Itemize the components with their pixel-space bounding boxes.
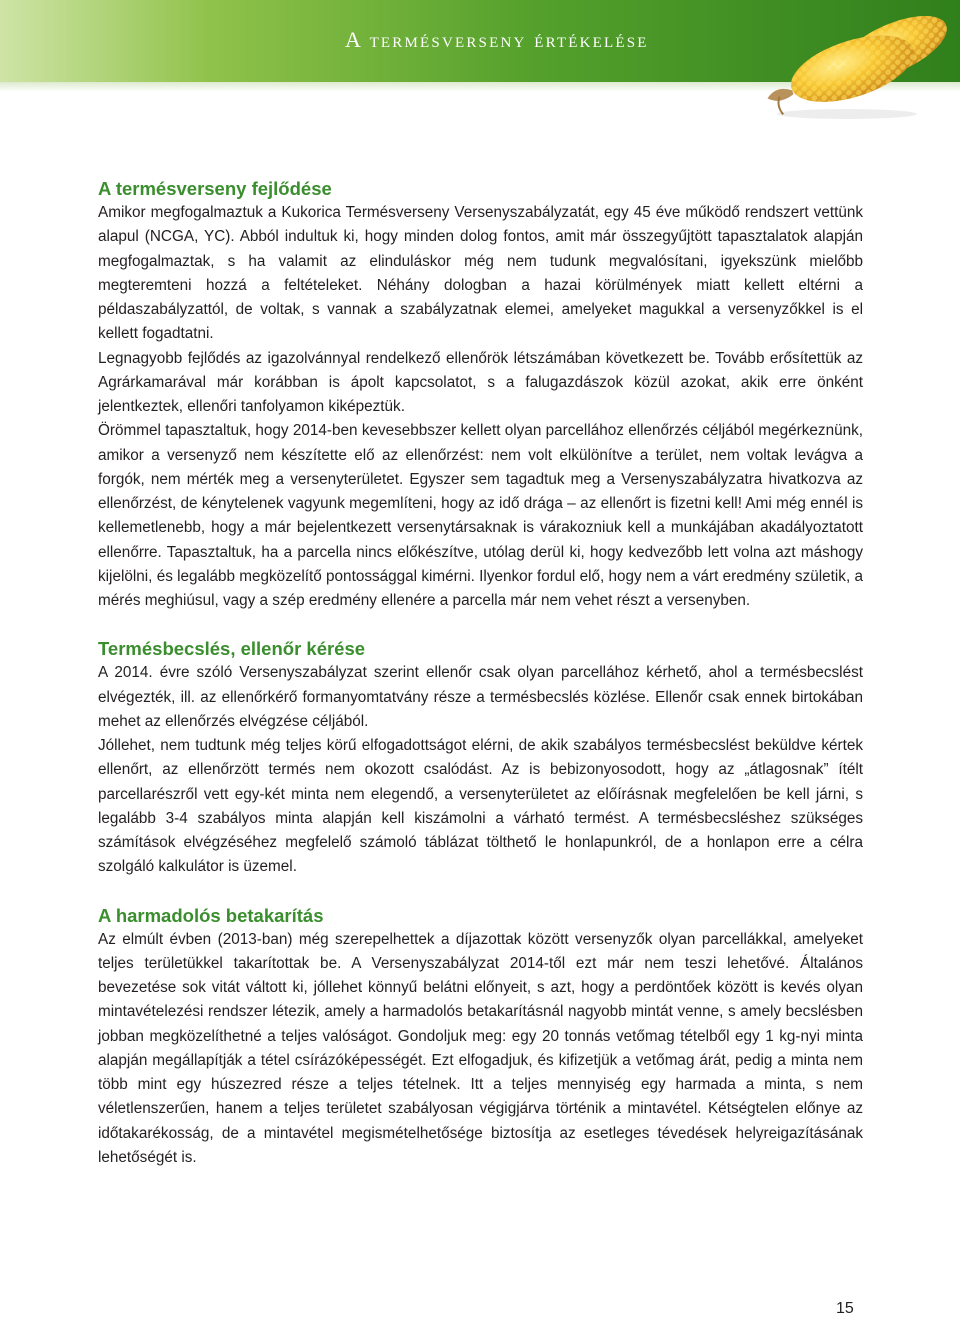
paragraph: Amikor megfogalmaztuk a Kukorica Termésverseny Versenyszabályzatát, egy 45 éve működő rendszert vettünk alapul (NCGA, YC). Abból indultuk ki, hogy minden dolog fontos, amit már összegyűjtött tapasztalatok alapján megfogalmaztak, s ha valamit az elinduláskor még nem tudunk megvalósítani, igyekszünk mielőbb megteremteni hozzá a feltételeket. Néhány dologban a hazai körülmények miatt kellett eltérni a példaszabályzattól, de voltak, s vannak a szabályzatnak elemei, amelyeket magukkal a versenyzőkkel is el kellett fogadtatni. (98, 204, 863, 343)
paragraph: Örömmel tapasztaltuk, hogy 2014-ben kevesebbszer kellett olyan parcellához ellenőrzés céljából megérkeznünk, amikor a versenyző nem készítette elő az ellenőrzést: nem volt elkülönítve a terület, nem voltak levágva a forgók, nem mérték meg a versenyterületet. Egyszer sem tagadtuk meg a Versenyszabályzatra hivatkozva az ellenőrzést, de kénytelenek vagyunk megemlíteni, hogy az idő drága – az ellenőrt is fizetni kell! Ami még ennél is kellemetlenebb, hogy a már bejelentkezett versenytársaknak is várakozniuk kell a munkájában akadályoztatott ellenőrre. Tapasztaltuk, ha a parcella nincs előkészítve, utólag derül ki, hogy kedvezőbb lett volna azt máshogy kijelölni, és legalább megközelítő pontossággal kimérni. Ilyenkor fordul elő, hogy nem a várt eredmény születik, a mérés meghiúsul, vagy a szép eredmény ellenére a parcella már nem vehet részt a versenyben. (98, 422, 863, 609)
section-heading-fejlodes: A termésverseny fejlődése (98, 178, 332, 199)
section-gap (98, 880, 863, 903)
section-gap (98, 613, 863, 636)
section-heading-termesbecsles: Termésbecslés, ellenőr kérése (98, 638, 366, 660)
paragraph: Jóllehet, nem tudtunk még teljes körű elfogadottságot elérni, de akik szabályos termésbecslést beküldve kértek ellenőrt, az ellenőrzött termés nem okozott csalódást. Az is bebizonyosodott, hogy az „átlagosnak” ítélt parcellarészről vett egy-két minta nem elegendő, a versenyterületet az előírásnak megfelelően be kell járni, s legalább 3-4 szabályos minta alapján kell kiszámolni a várható termést. A termésbecsléshez szükséges számítások elvégzéséhez megfelelő számoló táblázat tölthető le honlapunkról, de a honlapon erre a célra szolgáló kalkulátor is üzemel. (98, 737, 863, 876)
running-header-title: A termésverseny értékelése (345, 27, 649, 52)
paragraph: Az elmúlt évben (2013-ban) még szerepelhettek a díjazottak között versenyzők olyan parcellákkal, amelyeket teljes területükkel takarítottak be. A Versenyszabályzat 2014-től ezt már nem teszi lehetővé. Általános bevezetése sok vitát váltott ki, jóllehet könnyű belátni előnyeit, s azt, hogy a perdöntőek között is kevés olyan mintavételezési rendszer létezik, amely a harmadolós betakarításnál nagyobb mintát venne, s amely becslésben jobban megközelíthetné a teljes valóságot. Gondoljuk meg: egy 20 tonnás vetőmag tételből egy 1 kg-nyi minta alapján megállapítják a tétel csírázóképességét. Ezt elfogadjuk, és kifizetjük a vetőmag árát, pedig a minta nem több mint egy húszezred része a teljes tételnek. Itt a teljes mennyiség egy harmada a minta, s nem véletlenszerűen, hanem a teljes területet szabályosan végigjárva történik a mintavétel. Kétségtelen előnye az időtakarékosság, de a mintavétel megismételhetősége biztosítja az esetleges tévedések helyreigazításának lehetőségét is. (98, 930, 863, 1166)
article-body (98, 176, 863, 1170)
paragraph: Legnagyobb fejlődés az igazolvánnyal rendelkező ellenőrök létszámában következett be. Tovább erősítettük az Agrárkamarával már korábban is ápolt kapcsolatot, s a falugazdászok közül azokat, akik erre önként jelentkeztek, ellenőri tanfolyamon kiképeztük. (98, 349, 863, 415)
section-heading-harmadolos: A harmadolós betakarítás (98, 904, 324, 926)
paragraph: A 2014. évre szóló Versenyszabályzat szerint ellenőr csak olyan parcellához kérhető, ahol a termésbecslést elvégezték, ill. az ellenőrkérő formanyomtatvány része a termésbecslés közlése. Ellenőr csak ennek birtokában mehet az ellenőrzés elvégzése céljából. (98, 664, 863, 730)
corn-cobs-icon (735, 0, 960, 120)
page-number: 15 (836, 1300, 854, 1317)
